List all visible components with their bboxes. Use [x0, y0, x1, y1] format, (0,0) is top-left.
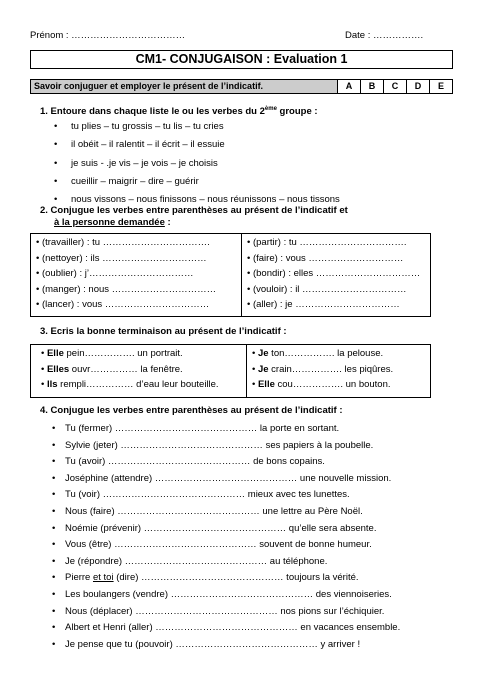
- question-2-instruction: 2. Conjugue les verbes entre parenthèses au présent de l’indicatif et à la personne demandée :: [40, 205, 348, 228]
- list-item-text: Pierre et toi (dire) ……………………………………… toujours la vérité.: [65, 572, 359, 584]
- level-b-cell[interactable]: B: [360, 80, 383, 93]
- list-item[interactable]: • nous vissons – nous finissons – nous réunissons – nous tissons: [54, 194, 340, 206]
- list-item-text: Sylvie (jeter) ……………………………………… ses papiers à la poubelle.: [65, 439, 374, 451]
- list-item[interactable]: [52, 487, 400, 504]
- question-1-instruction: 1. Entoure dans chaque liste le ou les verbes du 2ème groupe :: [40, 106, 318, 118]
- list-item[interactable]: [52, 637, 400, 654]
- question-2-left-column: [31, 234, 241, 316]
- table-row[interactable]: • Je crain……………. les piqûres.: [252, 363, 394, 375]
- list-item[interactable]: • il obéit – il ralentit – il écrit – il essuie: [54, 139, 225, 151]
- question-4-list: [52, 421, 400, 653]
- table-row[interactable]: • Elle pein……………. un portrait.: [41, 348, 183, 359]
- table-row[interactable]: • (manger) : nous ……………………………: [36, 283, 217, 295]
- table-row[interactable]: • (bondir) : elles ……………………………: [247, 268, 421, 279]
- bullet-icon: •: [52, 439, 56, 451]
- list-item-text: Noémie (prévenir) ……………………………………… qu’elle sera absente.: [65, 522, 377, 534]
- list-item[interactable]: [52, 604, 400, 621]
- question-4-instruction: 4. Conjugue les verbes entre parenthèses au présent de l’indicatif :: [40, 405, 343, 416]
- list-item[interactable]: • tu plies – tu grossis – tu lis – tu cries: [54, 121, 224, 132]
- table-row[interactable]: • (faire) : vous …………………………: [247, 252, 404, 264]
- table-row[interactable]: • (oublier) : j’……………………………: [36, 268, 194, 279]
- bullet-icon: •: [52, 456, 56, 468]
- table-row[interactable]: • Elle cou……………. un bouton.: [252, 379, 391, 390]
- skill-evaluation-row: [30, 79, 453, 94]
- prenom-field[interactable]: Prénom : ………………………………: [30, 30, 186, 41]
- question-3-left-column: [31, 345, 246, 397]
- list-item-text: Tu (fermer) ……………………………………… la porte en sortant.: [65, 423, 340, 434]
- question-3-table: [30, 344, 431, 398]
- bullet-icon: •: [52, 522, 56, 534]
- list-item[interactable]: [52, 537, 400, 554]
- list-item-text: Albert et Henri (aller) ……………………………………… en vacances ensemble.: [65, 622, 401, 634]
- table-row[interactable]: • (partir) : tu …………………………….: [247, 237, 407, 248]
- list-item-text: Tu (avoir) ……………………………………… de bons copains.: [65, 456, 325, 468]
- level-a-cell[interactable]: A: [337, 80, 360, 93]
- table-row[interactable]: • (lancer) : vous ……………………………: [36, 299, 210, 310]
- bullet-icon: •: [52, 539, 56, 551]
- list-item-text: Je (répondre) ……………………………………… au téléphone.: [65, 555, 328, 567]
- bullet-icon: •: [52, 423, 56, 434]
- bullet-icon: •: [52, 588, 56, 600]
- list-item-text: Nous (faire) ……………………………………… une lettre au Père Noël.: [65, 505, 363, 517]
- level-e-cell[interactable]: E: [429, 80, 452, 93]
- list-item[interactable]: • cueillir – maigrir – dire – guérir: [54, 175, 199, 187]
- table-row[interactable]: • Elles ouvr…………… la fenêtre.: [41, 363, 183, 375]
- question-1-list: [54, 118, 340, 209]
- list-item[interactable]: [52, 454, 400, 471]
- table-row[interactable]: • (vouloir) : il ……………………………: [247, 283, 407, 295]
- list-item[interactable]: [52, 421, 400, 438]
- list-item-text: Vous (être) ……………………………………… souvent de bonne humeur.: [65, 539, 372, 551]
- table-row[interactable]: • Ils rempli…………… d’eau leur bouteille.: [41, 379, 219, 390]
- list-item-text: Nous (déplacer) ……………………………………… nos pions sur l’échiquier.: [65, 605, 385, 617]
- underlined-text: et toi: [92, 572, 114, 584]
- list-item-text: Je pense que tu (pouvoir) ……………………………………… y arriver !: [65, 638, 361, 650]
- bullet-icon: •: [52, 638, 56, 650]
- list-item[interactable]: [52, 587, 400, 604]
- bullet-icon: •: [52, 472, 56, 484]
- list-item-text: Joséphine (attendre) ……………………………………… une nouvelle mission.: [65, 472, 392, 484]
- list-item-text: Tu (voir) ……………………………………… mieux avec tes lunettes.: [65, 489, 350, 501]
- table-row[interactable]: • (travailler) : tu …………………………….: [36, 237, 210, 248]
- list-item[interactable]: • je suis - .je vis – je vois – je choisis: [54, 157, 218, 169]
- question-3-right-column: [246, 345, 430, 397]
- level-d-cell[interactable]: D: [406, 80, 429, 93]
- level-c-cell[interactable]: C: [383, 80, 406, 93]
- list-item[interactable]: [52, 620, 400, 637]
- skill-description: Savoir conjuguer et employer le présent de l’indicatif.: [31, 80, 337, 93]
- bullet-icon: •: [52, 489, 56, 501]
- bullet-icon: •: [52, 555, 56, 567]
- question-2-right-column: [241, 234, 430, 316]
- bullet-icon: •: [52, 505, 56, 517]
- list-item-text: Les boulangers (vendre) ……………………………………… des viennoiseries.: [65, 588, 392, 600]
- bullet-icon: •: [52, 572, 56, 584]
- table-row[interactable]: • (nettoyer) : ils ……………………………: [36, 252, 207, 264]
- list-item[interactable]: [52, 570, 400, 587]
- table-row[interactable]: • (aller) : je ……………………………: [247, 299, 400, 310]
- list-item[interactable]: [52, 521, 400, 538]
- list-item[interactable]: [52, 438, 400, 455]
- list-item[interactable]: [52, 504, 400, 521]
- bullet-icon: •: [52, 605, 56, 617]
- question-2-table: [30, 233, 431, 317]
- list-item[interactable]: [52, 471, 400, 488]
- date-field[interactable]: Date : …………….: [345, 30, 424, 41]
- page-title: CM1- CONJUGAISON : Evaluation 1: [30, 50, 453, 69]
- list-item[interactable]: [52, 554, 400, 571]
- bullet-icon: •: [52, 622, 56, 634]
- table-row[interactable]: • Je ton……………. la pelouse.: [252, 348, 384, 359]
- question-3-instruction: 3. Ecris la bonne terminaison au présent de l’indicatif :: [40, 326, 287, 337]
